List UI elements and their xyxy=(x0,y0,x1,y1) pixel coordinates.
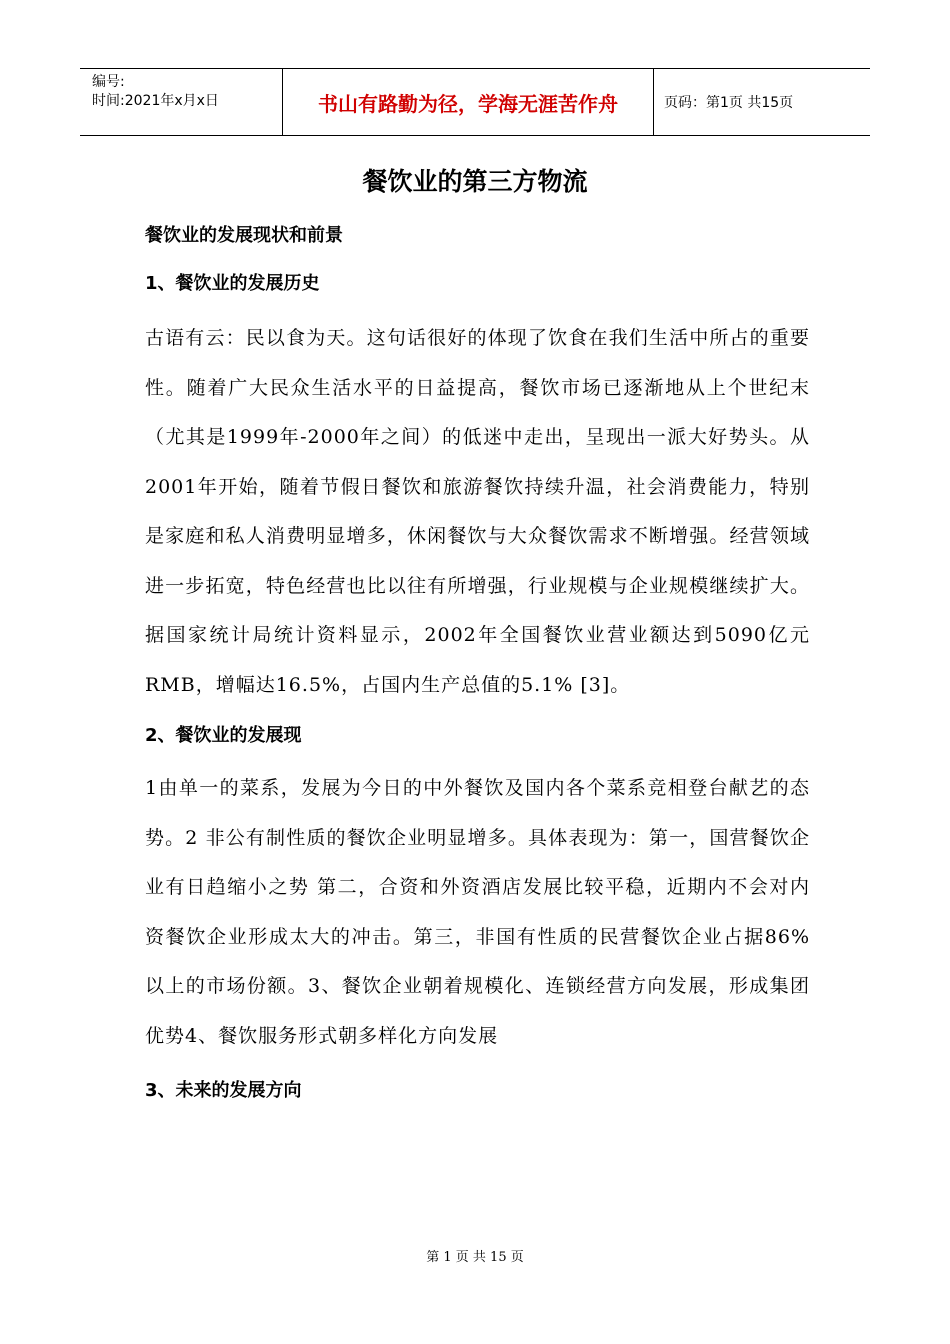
section-1-paragraph: 古语有云：民以食为天。这句话很好的体现了饮食在我们生活中所占的重要性。随着广大民众生活水平的日益提高，餐饮市场已逐渐地从上个世纪末（尤其是1999年-2000年之间）的低迷中走出，呈现出一派大好势头。从2001年开始，随着节假日餐饮和旅游餐饮持续升温，社会消费能力，特别是家庭和私人消费明显增多，休闲餐饮与大众餐饮需求不断增强。经营领域进一步拓宽，特色经营也比以往有所增强，行业规模与企业规模继续扩大。据国家统计局统计资料显示，2002年全国餐饮业营业额达到5090亿元RMB，增幅达16.5%，占国内生产总值的5.1% [3]。 xyxy=(145,327,810,696)
document-subtitle: 餐饮业的发展现状和前景 xyxy=(145,225,343,246)
section-2-paragraph: 1由单一的菜系，发展为今日的中外餐饮及国内各个菜系竞相登台献艺的态势。2 非公有制性质的餐饮企业明显增多。具体表现为：第一，国营餐饮企业有日趋缩小之势 第二，合资和外资酒店发展比较平稳，近期内不会对内资餐饮企业形成太大的冲击。第三，非国有性质的民营餐饮企业占据86%以上的市场份额。3、餐饮企业朝着规模化、连锁经营方向发展，形成集团优势4、餐饮服务形式朝多样化方向发展 xyxy=(145,777,810,1047)
header-page-info: 页码：第1页 共15页 xyxy=(664,95,794,111)
header-motto: 书山有路勤为径，学海无涯苦作舟 xyxy=(282,69,654,135)
section-1-heading: 1、餐饮业的发展历史 xyxy=(145,273,320,294)
section-3-heading: 3、未来的发展方向 xyxy=(145,1080,302,1101)
header-number-label: 编号: xyxy=(92,74,125,90)
header-meta xyxy=(80,69,282,135)
page-footer: 第 1 页 共 15 页 xyxy=(426,1250,524,1265)
document-title: 餐饮业的第三方物流 xyxy=(362,167,588,196)
document-header xyxy=(80,68,870,136)
header-time-label: 时间:2021年x月x日 xyxy=(92,93,219,109)
document-body xyxy=(145,220,810,1107)
section-2-heading: 2、餐饮业的发展现 xyxy=(145,725,302,746)
